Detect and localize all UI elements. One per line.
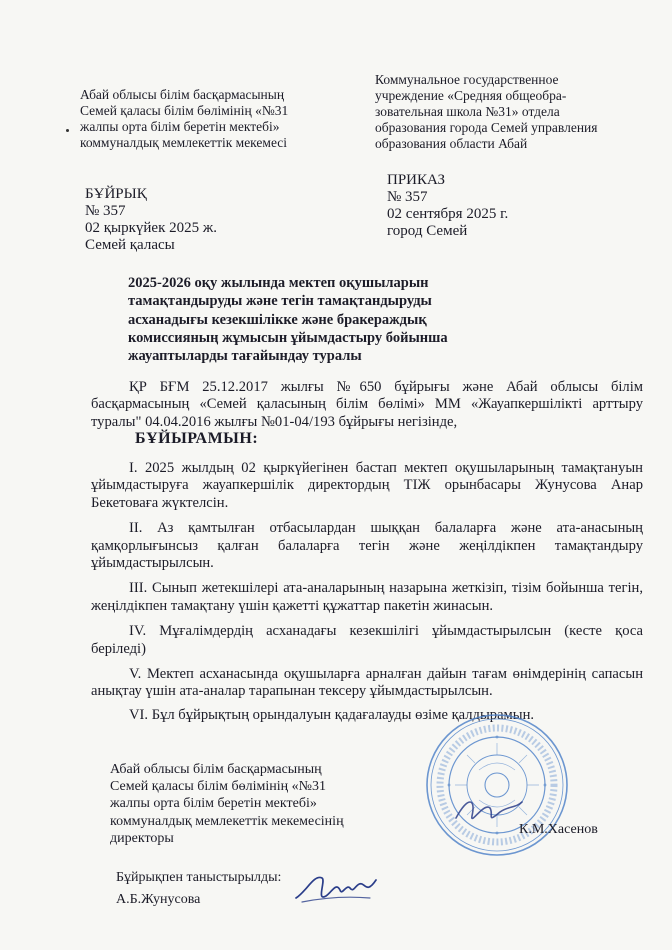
header-ru-line: учреждение «Средняя общеобра- [375,88,567,103]
order-item: І. 2025 жылдың 02 қыркүйегінен бастап мектеп оқушыларының тамақтануын ұйымдастыруға жауапкершілік директордың ТІЖ орынбасары Жунусова Анар Бекетоваға жүктелсін. [91,460,643,511]
title-line: комиссияның жұмысын ұйымдастыру бойынша [128,329,448,346]
preamble-block [91,379,643,431]
order-kz-number: № 357 [85,203,126,219]
order-ru-city: город Семей [387,223,468,239]
order-item: VI. Бұл бұйрықтың орындалуын қадағалауды өзіме қалдырамын. [129,706,535,723]
title-line: асханадығы кезекшілікке және бракераждық [128,311,427,328]
preamble: ҚР БҒМ 25.12.2017 жылғы №650 бұйрығы және Абай облысы білім басқармасының «Семей қаласының білім бөлімі» ММ «Жауапкершілікті арттыру туралы" 04.04.2016 жылғы №01-04/193 бұйрығы негізінде, [91,379,643,430]
header-ru-line: Коммунальное государственное [375,72,559,87]
header-kz-line: Абай облысы білім басқармасының [80,87,285,102]
signature-line: Абай облысы білім басқармасының [110,762,322,777]
signature-block [110,761,344,847]
order-ru-number: № 357 [387,189,428,205]
director-name: К.М.Хасенов [519,822,598,837]
order-ru [387,172,508,240]
order-item: ІІ. Аз қамтылған отбасылардан шыққан балаларға және ата-анасының қамқорлығынсыз қалған балаларға тегін және жеңілдікпен тамақтандыру ұйымдастырылсын. [91,520,643,572]
acquainted-label: Бұйрықпен таныстырылды: [116,870,282,885]
document-title [128,274,548,365]
header-kz-line: коммуналдық мемлекеттік мекемесі [80,135,288,150]
signature-line: жалпы орта білім беретін мектебі» [110,796,317,812]
header-ru-line: образования области Абай [375,136,528,151]
order-kz-city: Семей қаласы [85,237,175,253]
header-kz [80,87,288,151]
order-kz [85,186,217,254]
order-kz-date: 02 қыркүйек 2025 ж. [85,220,217,236]
order-items [91,460,643,724]
header-kz-line: Семей қаласы білім бөлімінің «№31 [80,103,289,118]
order-kz-title: БҰЙРЫҚ [85,186,147,202]
order-item: IV. Мұғалімдердің асханадағы кезекшілігі ұйымдастырылсын (кесте қоса беріледі) [91,623,643,657]
signature-line: директоры [110,830,174,846]
signature-line: Семей қаласы білім бөлімінің «№31 [110,779,326,795]
header-ru-line: образования города Семей управления [375,120,598,135]
order-ru-title: ПРИКАЗ [387,172,445,188]
header-kz-line: жалпы орта білім беретін мектебі» [80,119,280,134]
title-line: жауаптыларды тағайындау туралы [128,348,362,365]
title-line: 2025-2026 оқу жылында мектеп оқушыларын [128,275,429,291]
margin-dot [66,129,69,132]
director-signature-icon [450,788,530,834]
order-word: БҰЙЫРАМЫН: [135,430,259,447]
header-ru-line: зовательная школа №31» отдела [375,104,560,119]
title-line: тамақтандыруды және тегін тамақтандыруды [128,293,432,310]
order-item: V. Мектеп асханасында оқушыларға арналған дайын тағам өнімдерінің сапасын анықтау үшін ата-аналар тарапынан тексеру ұйымдастырылсын. [91,666,643,700]
order-item: ІІІ. Сынып жетекшілері ата-аналарының назарына жеткізіп, тізім бойынша тегін, жеңілдікпен тамақтану үшін қажетті құжаттар пакетін жинасын. [91,580,643,614]
handwritten-signature-icon [292,868,382,912]
header-ru [375,72,597,152]
acquainted-name: А.Б.Жунусова [116,892,201,907]
signature-line: коммуналдық мемлекеттік мекемесінің [110,813,344,829]
order-ru-date: 02 сентября 2025 г. [387,206,509,222]
